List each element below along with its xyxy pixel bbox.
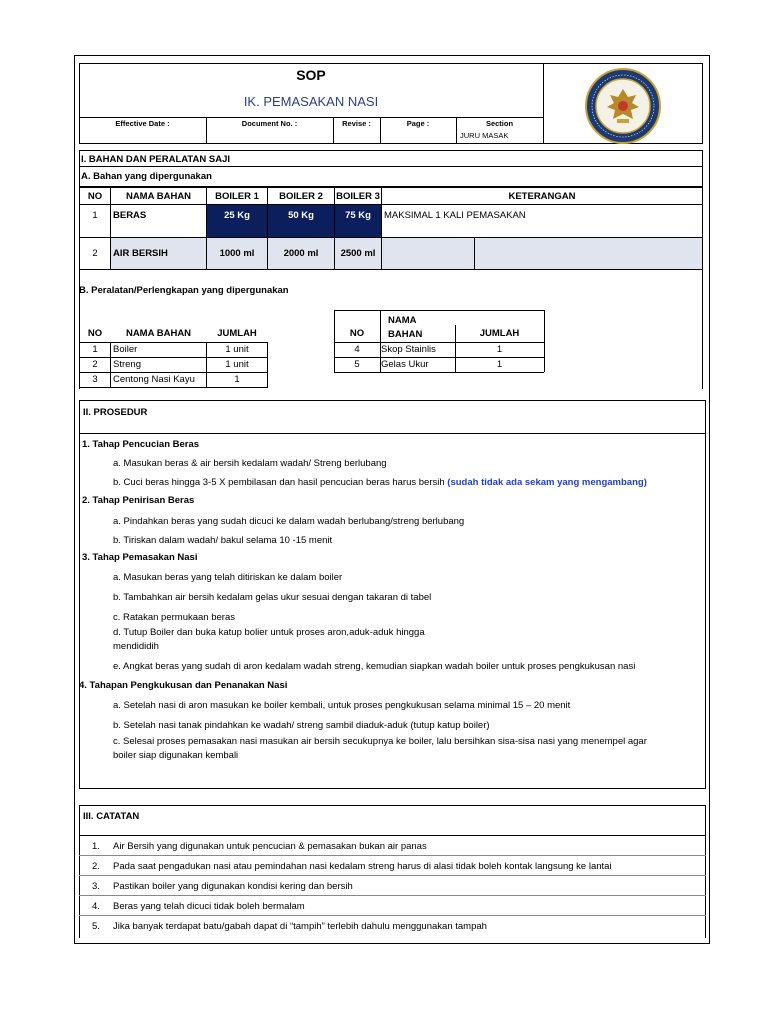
table-b-right-rule-top (334, 310, 544, 311)
step4-c-line1: c. Selesai proses pemasakan nasi masukan air bersih secukupnya ke boiler, lalu bersihkan sisa-sisa nasi yang menempel agar (113, 736, 647, 747)
table-a-header-boiler-3: BOILER 3 (334, 187, 382, 205)
table-row: 4 (354, 344, 360, 355)
agency-logo (584, 67, 662, 145)
catatan-item-3: Pastikan boiler yang digunakan kondisi kering dan bersih (113, 881, 353, 892)
table-b-left-header-jumlah: JUMLAH (217, 328, 257, 339)
table-b-right-rule-1 (334, 342, 544, 343)
section3-title-divider (79, 835, 706, 836)
table-b-left-cell-centong-qty: 1 (234, 374, 240, 385)
step3-c: c. Ratakan permukaan beras (113, 612, 235, 623)
table-b-right-header-jumlah: JUMLAH (479, 328, 520, 339)
step1-b (113, 477, 647, 488)
section3-title: III. CATATAN (83, 811, 140, 822)
table-a-header-boiler-2: BOILER 2 (267, 187, 335, 205)
step3-d-line2: mendididih (113, 641, 159, 652)
step1-b-note: (sudah tidak ada sekam yang mengambang) (447, 477, 647, 488)
catatan-item-1: Air Bersih yang digunakan untuk pencucian & pemasakan bukan air panas (113, 841, 427, 852)
header-logo-divider (543, 63, 544, 144)
page-label: Page : (406, 119, 430, 128)
table-a-header-no: NO (79, 187, 111, 205)
document-no-label: Document No. : (241, 119, 298, 128)
table-a-cell-beras-keterangan: MAKSIMAL 1 KALI PEMASAKAN (381, 204, 703, 238)
table-b-right-rule-2 (334, 357, 544, 358)
table-a-cell-beras-boiler-3: 75 Kg (334, 204, 382, 238)
table-b-left-rule-4 (79, 387, 268, 388)
catatan-item-4-no: 4. (92, 901, 100, 912)
header-row-divider (79, 117, 543, 118)
table-a-cell-air-boiler-1: 1000 ml (206, 237, 268, 270)
catatan-item-1-no: 1. (92, 841, 100, 852)
catatan-rule-3 (79, 895, 706, 896)
page-title: SOP (296, 67, 326, 83)
table-b-right-cell-gelas: Gelas Ukur (381, 359, 429, 370)
table-a-cell-air-boiler-3: 2500 ml (334, 237, 382, 270)
table-row: 2 (79, 237, 111, 270)
document-bottom-rule (74, 943, 710, 944)
step4-a: a. Setelah nasi di aron masukan ke boiler kembali, untuk proses pengkukusan selama minimal 15 – 20 menit (113, 700, 571, 711)
section1-title-divider (79, 166, 703, 167)
catatan-item-2-no: 2. (92, 861, 100, 872)
table-b-left-rule-3 (79, 372, 268, 373)
step3-b: b. Tambahkan air bersih kedalam gelas ukur sesuai dengan takaran di tabel (113, 592, 432, 603)
section1-sub-b: B. Peralatan/Perlengkapan yang dipergunakan (79, 285, 289, 296)
step4-c-line2: boiler siap digunakan kembali (113, 750, 239, 761)
step3-e: e. Angkat beras yang sudah di aron kedalam wadah streng, kemudian siapkan wadah boiler untuk proses pengkukusan nasi (113, 661, 636, 672)
table-a-cell-beras-boiler-2: 50 Kg (267, 204, 335, 238)
table-b-left-cell-centong: Centong Nasi Kayu (113, 374, 195, 385)
table-a-cell-air-boiler-2: 2000 ml (267, 237, 335, 270)
section1-title: I. BAHAN DAN PERALATAN SAJI (81, 154, 231, 165)
section-label: Section (485, 119, 514, 128)
step4-title: 4. Tahapan Pengkukusan dan Penanakan Nasi (79, 680, 288, 691)
table-b-left-cell-streng-qty: 1 unit (225, 359, 249, 370)
catatan-item-5: Jika banyak terdapat batu/gabah dapat di “tampih” terlebih dahulu menggunakan tampah (113, 921, 487, 932)
table-row: 3 (92, 374, 98, 385)
table-b-left-cell-boiler-qty: 1 unit (225, 344, 249, 355)
table-a-cell-air-bersih: AIR BERSIH (110, 237, 207, 270)
revise-label: Revise : (342, 119, 371, 128)
effective-date-label: Effective Date : (115, 119, 170, 128)
table-a-cell-air-keterangan (381, 237, 475, 270)
step3-title: 3. Tahap Pemasakan Nasi (82, 552, 198, 563)
step1-b-text: b. Cuci beras hingga 3-5 X pembilasan dan hasil pencucian beras harus bersih (113, 477, 445, 488)
catatan-item-3-no: 3. (92, 881, 100, 892)
section2-title: II. PROSEDUR (83, 407, 148, 418)
table-b-left-rule-2 (79, 357, 268, 358)
step3-d-line1: d. Tutup Boiler dan buka katup bolier untuk proses aron,aduk-aduk hingga (113, 627, 425, 638)
step2-b: b. Tiriskan dalam wadah/ bakul selama 10 -15 menit (113, 535, 333, 546)
step2-title: 2. Tahap Penirisan Beras (82, 495, 195, 506)
table-b-left-rule-1 (79, 342, 268, 343)
table-b-left-header-nama: NAMA BAHAN (125, 328, 192, 339)
step3-a: a. Masukan beras yang telah ditiriskan ke dalam boiler (113, 572, 343, 583)
catatan-rule-2 (79, 875, 706, 876)
table-b-right-rule-3 (334, 372, 544, 373)
step1-title: 1. Tahap Pencucian Beras (82, 439, 200, 450)
table-b-left-header-no: NO (87, 328, 103, 339)
page-subtitle: IK. PEMASAKAN NASI (243, 94, 379, 109)
table-b-right-header-no: NO (349, 328, 365, 339)
table-row: 1 (79, 204, 111, 238)
table-row: 5 (354, 359, 360, 370)
step4-b: b. Setelah nasi tanak pindahkan ke wadah/ streng sambil diaduk-aduk (tutup katup boiler) (113, 720, 490, 731)
section-value: JURU MASAK (460, 131, 509, 140)
catatan-rule-4 (79, 915, 706, 916)
table-b-right-border-right (544, 310, 545, 372)
table-a-header-keterangan: KETERANGAN (381, 187, 703, 205)
catatan-rule-1 (79, 855, 706, 856)
table-b-left-cell-boiler: Boiler (113, 344, 138, 355)
table-b-right-cell-skop-qty: 1 (496, 344, 503, 355)
table-b-left-cell-streng: Streng (113, 359, 141, 370)
section1-sub-a: A. Bahan yang dipergunakan (81, 171, 212, 182)
step1-a: a. Masukan beras & air bersih kedalam wadah/ Streng berlubang (113, 458, 387, 469)
table-row: 2 (92, 359, 98, 370)
table-a-header-boiler-1: BOILER 1 (206, 187, 268, 205)
table-a-header-nama-bahan: NAMA BAHAN (110, 187, 207, 205)
catatan-item-4: Beras yang telah dicuci tidak boleh bermalam (113, 901, 305, 912)
step2-a: a. Pindahkan beras yang sudah dicuci ke dalam wadah berlubang/streng berlubang (113, 516, 465, 527)
table-b-right-cell-skop: Skop Stainlis (381, 344, 436, 355)
catatan-item-5-no: 5. (92, 921, 100, 932)
catatan-item-2: Pada saat pengadukan nasi atau pemindahan nasi kedalam streng harus di alasi tidak boleh kontak langsung ke lantai (113, 861, 612, 872)
section2-title-divider (79, 433, 706, 434)
table-b-right-header-nama: NAMA BAHAN (388, 315, 423, 340)
table-row: 1 (92, 344, 98, 355)
table-a-cell-beras-boiler-1: 25 Kg (206, 204, 268, 238)
table-a-cell-beras: BERAS (110, 204, 207, 238)
table-b-right-cell-gelas-qty: 1 (496, 359, 503, 370)
table-a-cell-air-keterangan-extra (474, 237, 703, 270)
